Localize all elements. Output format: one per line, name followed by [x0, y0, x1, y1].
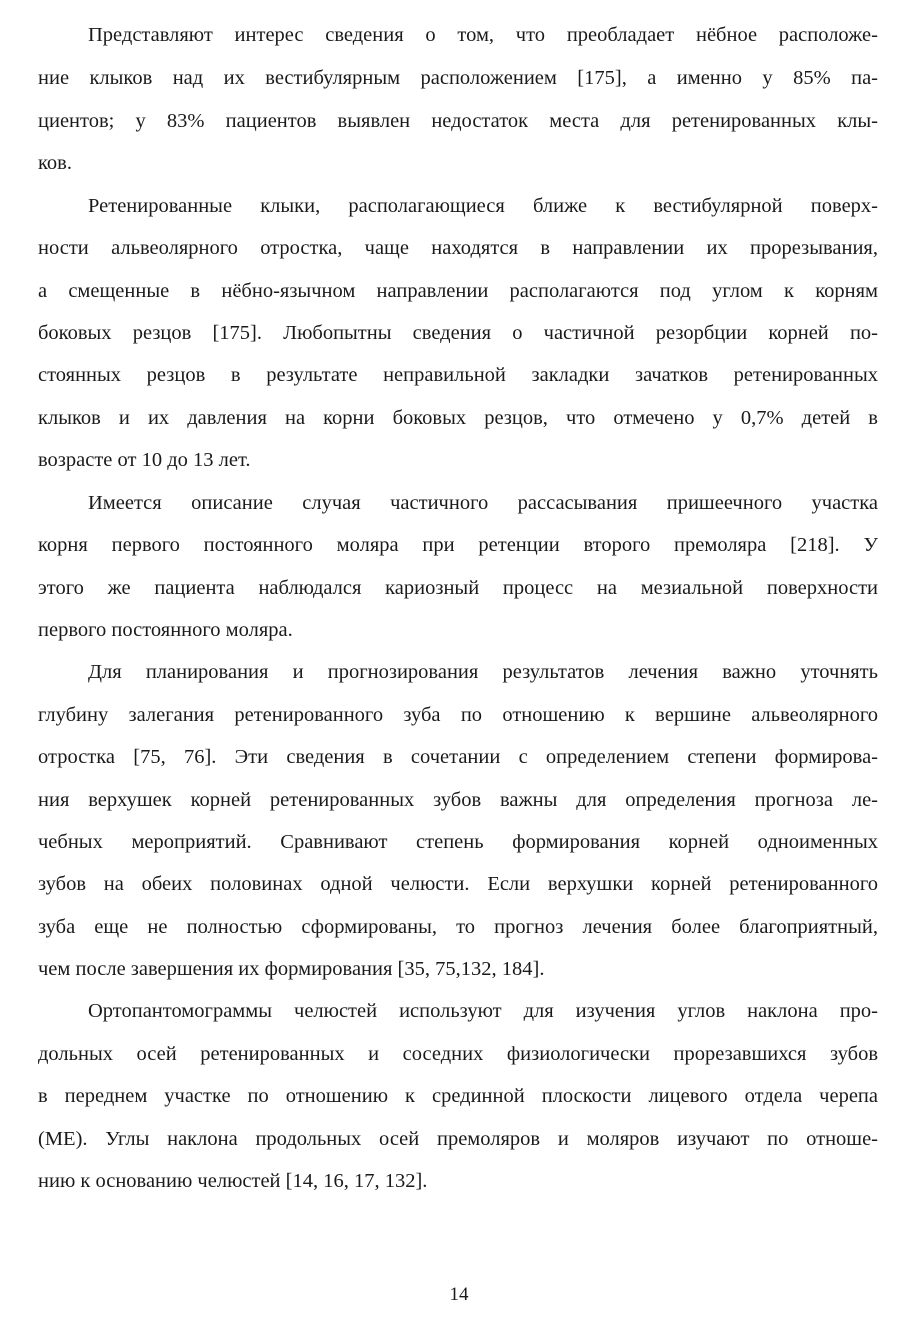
- page-number: 14: [449, 1284, 469, 1305]
- paragraph-2-line-6: клыков и их давления на корни боковых резцов, что отмечено у 0,7% детей в: [38, 407, 878, 429]
- paragraph-4-line-7: зуба еще не полностью сформированы, то прогноз лечения более благоприятный,: [38, 916, 878, 938]
- paragraph-4-line-4: ния верхушек корней ретенированных зубов важны для определения прогноза ле-: [38, 789, 878, 811]
- paragraph-4-line-8: чем после завершения их формирования [35, 75,132, 184].: [38, 958, 545, 980]
- paragraph-1-line-4: ков.: [38, 152, 72, 174]
- paragraph-4-line-6: зубов на обеих половинах одной челюсти. Если верхушки корней ретенированного: [38, 873, 878, 895]
- paragraph-3-line-2: корня первого постоянного моляра при ретенции второго премоляра [218]. У: [38, 534, 878, 556]
- paragraph-1-line-3: циентов; у 83% пациентов выявлен недостаток места для ретенированных клы-: [38, 110, 878, 132]
- paragraph-3-line-3: этого же пациента наблюдался кариозный процесс на мезиальной поверхности: [38, 577, 878, 599]
- paragraph-2-line-7: возрасте от 10 до 13 лет.: [38, 449, 251, 471]
- paragraph-5-line-5: нию к основанию челюстей [14, 16, 17, 132].: [38, 1170, 428, 1192]
- paragraph-2-line-4: боковых резцов [175]. Любопытны сведения о частичной резорбции корней по-: [38, 322, 878, 344]
- paragraph-1-line-1: Представляют интерес сведения о том, что преобладает нёбное расположе-: [88, 24, 878, 46]
- paragraph-5-line-4: (МЕ). Углы наклона продольных осей премоляров и моляров изучают по отноше-: [38, 1128, 878, 1150]
- paragraph-2-line-1: Ретенированные клыки, располагающиеся ближе к вестибулярной поверх-: [88, 195, 878, 217]
- paragraph-5-line-2: дольных осей ретенированных и соседних физиологически прорезавшихся зубов: [38, 1043, 878, 1065]
- paragraph-5-line-3: в переднем участке по отношению к срединной плоскости лицевого отдела черепа: [38, 1085, 878, 1107]
- paragraph-3-line-4: первого постоянного моляра.: [38, 619, 293, 641]
- paragraph-2-line-5: стоянных резцов в результате неправильной закладки зачатков ретенированных: [38, 364, 878, 386]
- paragraph-2-line-3: а смещенные в нёбно-язычном направлении располагаются под углом к корням: [38, 280, 878, 302]
- paragraph-3-line-1: Имеется описание случая частичного рассасывания пришеечного участка: [88, 492, 878, 514]
- paragraph-5-line-1: Ортопантомограммы челюстей используют для изучения углов наклона про-: [88, 1000, 878, 1022]
- paragraph-2-line-2: ности альвеолярного отростка, чаще находятся в направлении их прорезывания,: [38, 237, 878, 259]
- paragraph-1-line-2: ние клыков над их вестибулярным расположением [175], а именно у 85% па-: [38, 67, 878, 89]
- paragraph-4-line-2: глубину залегания ретенированного зуба по отношению к вершине альвеолярного: [38, 704, 878, 726]
- paragraph-4-line-5: чебных мероприятий. Сравнивают степень формирования корней одноименных: [38, 831, 878, 853]
- paragraph-4-line-1: Для планирования и прогнозирования результатов лечения важно уточнять: [88, 661, 878, 683]
- paragraph-4-line-3: отростка [75, 76]. Эти сведения в сочетании с определением степени формирова-: [38, 746, 878, 768]
